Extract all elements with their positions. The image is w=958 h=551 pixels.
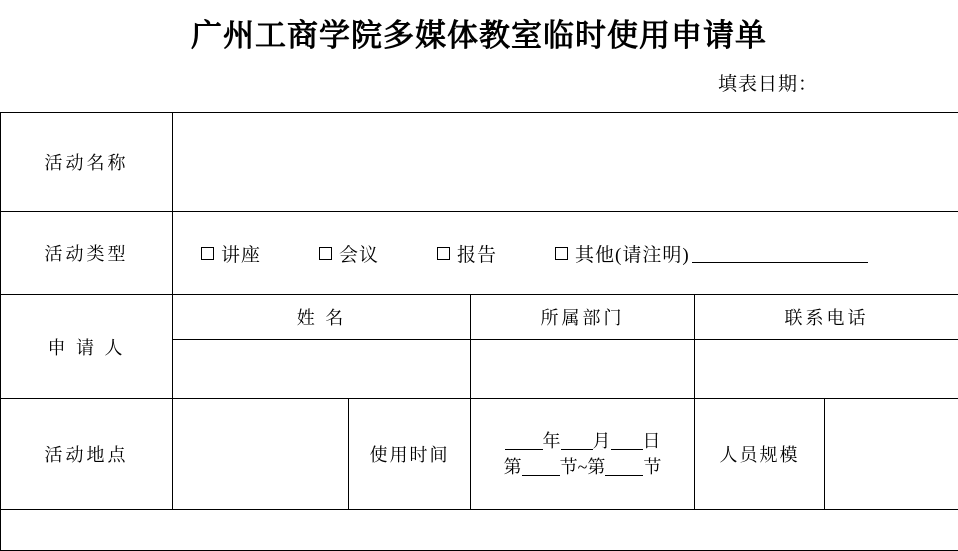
time-day-unit: 日: [643, 431, 661, 451]
time-year-blank[interactable]: [505, 432, 543, 450]
activity-type-options-cell: [173, 212, 958, 295]
activity-place-field[interactable]: [173, 399, 349, 510]
page-title: 广州工商学院多媒体教室临时使用申请单: [0, 14, 958, 58]
time-month-blank[interactable]: [561, 432, 593, 450]
time-period-end-label: 节: [643, 457, 661, 477]
applicant-department-field[interactable]: [471, 340, 695, 399]
table-row-activity-name: [1, 113, 958, 212]
checkbox-label: 讲座: [221, 240, 261, 267]
application-form-table: [0, 112, 958, 551]
applicant-header-department: 所属部门: [471, 295, 695, 340]
fill-date-label: 填表日期：: [0, 72, 958, 98]
time-day-blank[interactable]: [611, 432, 643, 450]
applicant-phone-field[interactable]: [695, 340, 958, 399]
tail-cell: [1, 510, 958, 551]
checkbox-label: 报告: [457, 240, 497, 267]
table-row-activity-type: [1, 212, 958, 295]
time-period-end-blank[interactable]: [605, 458, 643, 476]
people-scale-label: 人员规模: [695, 399, 825, 510]
time-month-unit: 月: [593, 431, 611, 451]
checkbox-icon[interactable]: [555, 247, 568, 260]
time-period-start-label: 第: [504, 457, 522, 477]
checkbox-icon[interactable]: [201, 247, 214, 260]
checkbox-label: 其他(请注明): [575, 240, 690, 267]
checkbox-option-report[interactable]: [437, 240, 497, 267]
time-year-unit: 年: [543, 431, 561, 451]
checkbox-label: 会议: [339, 240, 379, 267]
time-period-start-blank[interactable]: [522, 458, 560, 476]
activity-type-label: 活动类型: [1, 212, 173, 295]
use-time-field[interactable]: [471, 399, 695, 510]
applicant-header-phone: 联系电话: [695, 295, 958, 340]
applicant-header-name: 姓 名: [173, 295, 471, 340]
table-row-applicant-headers: [1, 295, 958, 340]
checkbox-option-other[interactable]: [555, 240, 868, 267]
activity-name-field[interactable]: [173, 113, 958, 212]
applicant-name-field[interactable]: [173, 340, 471, 399]
other-type-input[interactable]: [692, 244, 868, 263]
table-row-tail: [1, 510, 958, 551]
applicant-label: 申 请 人: [1, 295, 173, 399]
checkbox-option-meeting[interactable]: [319, 240, 379, 267]
activity-place-label: 活动地点: [1, 399, 173, 510]
use-time-label: 使用时间: [349, 399, 471, 510]
checkbox-icon[interactable]: [319, 247, 332, 260]
activity-name-label: 活动名称: [1, 113, 173, 212]
time-period-mid-label: 节~第: [560, 457, 606, 477]
people-scale-field[interactable]: [825, 399, 958, 510]
checkbox-icon[interactable]: [437, 247, 450, 260]
document-page: [0, 14, 958, 549]
table-row-place-time: [1, 399, 958, 510]
checkbox-option-lecture[interactable]: [201, 240, 261, 267]
